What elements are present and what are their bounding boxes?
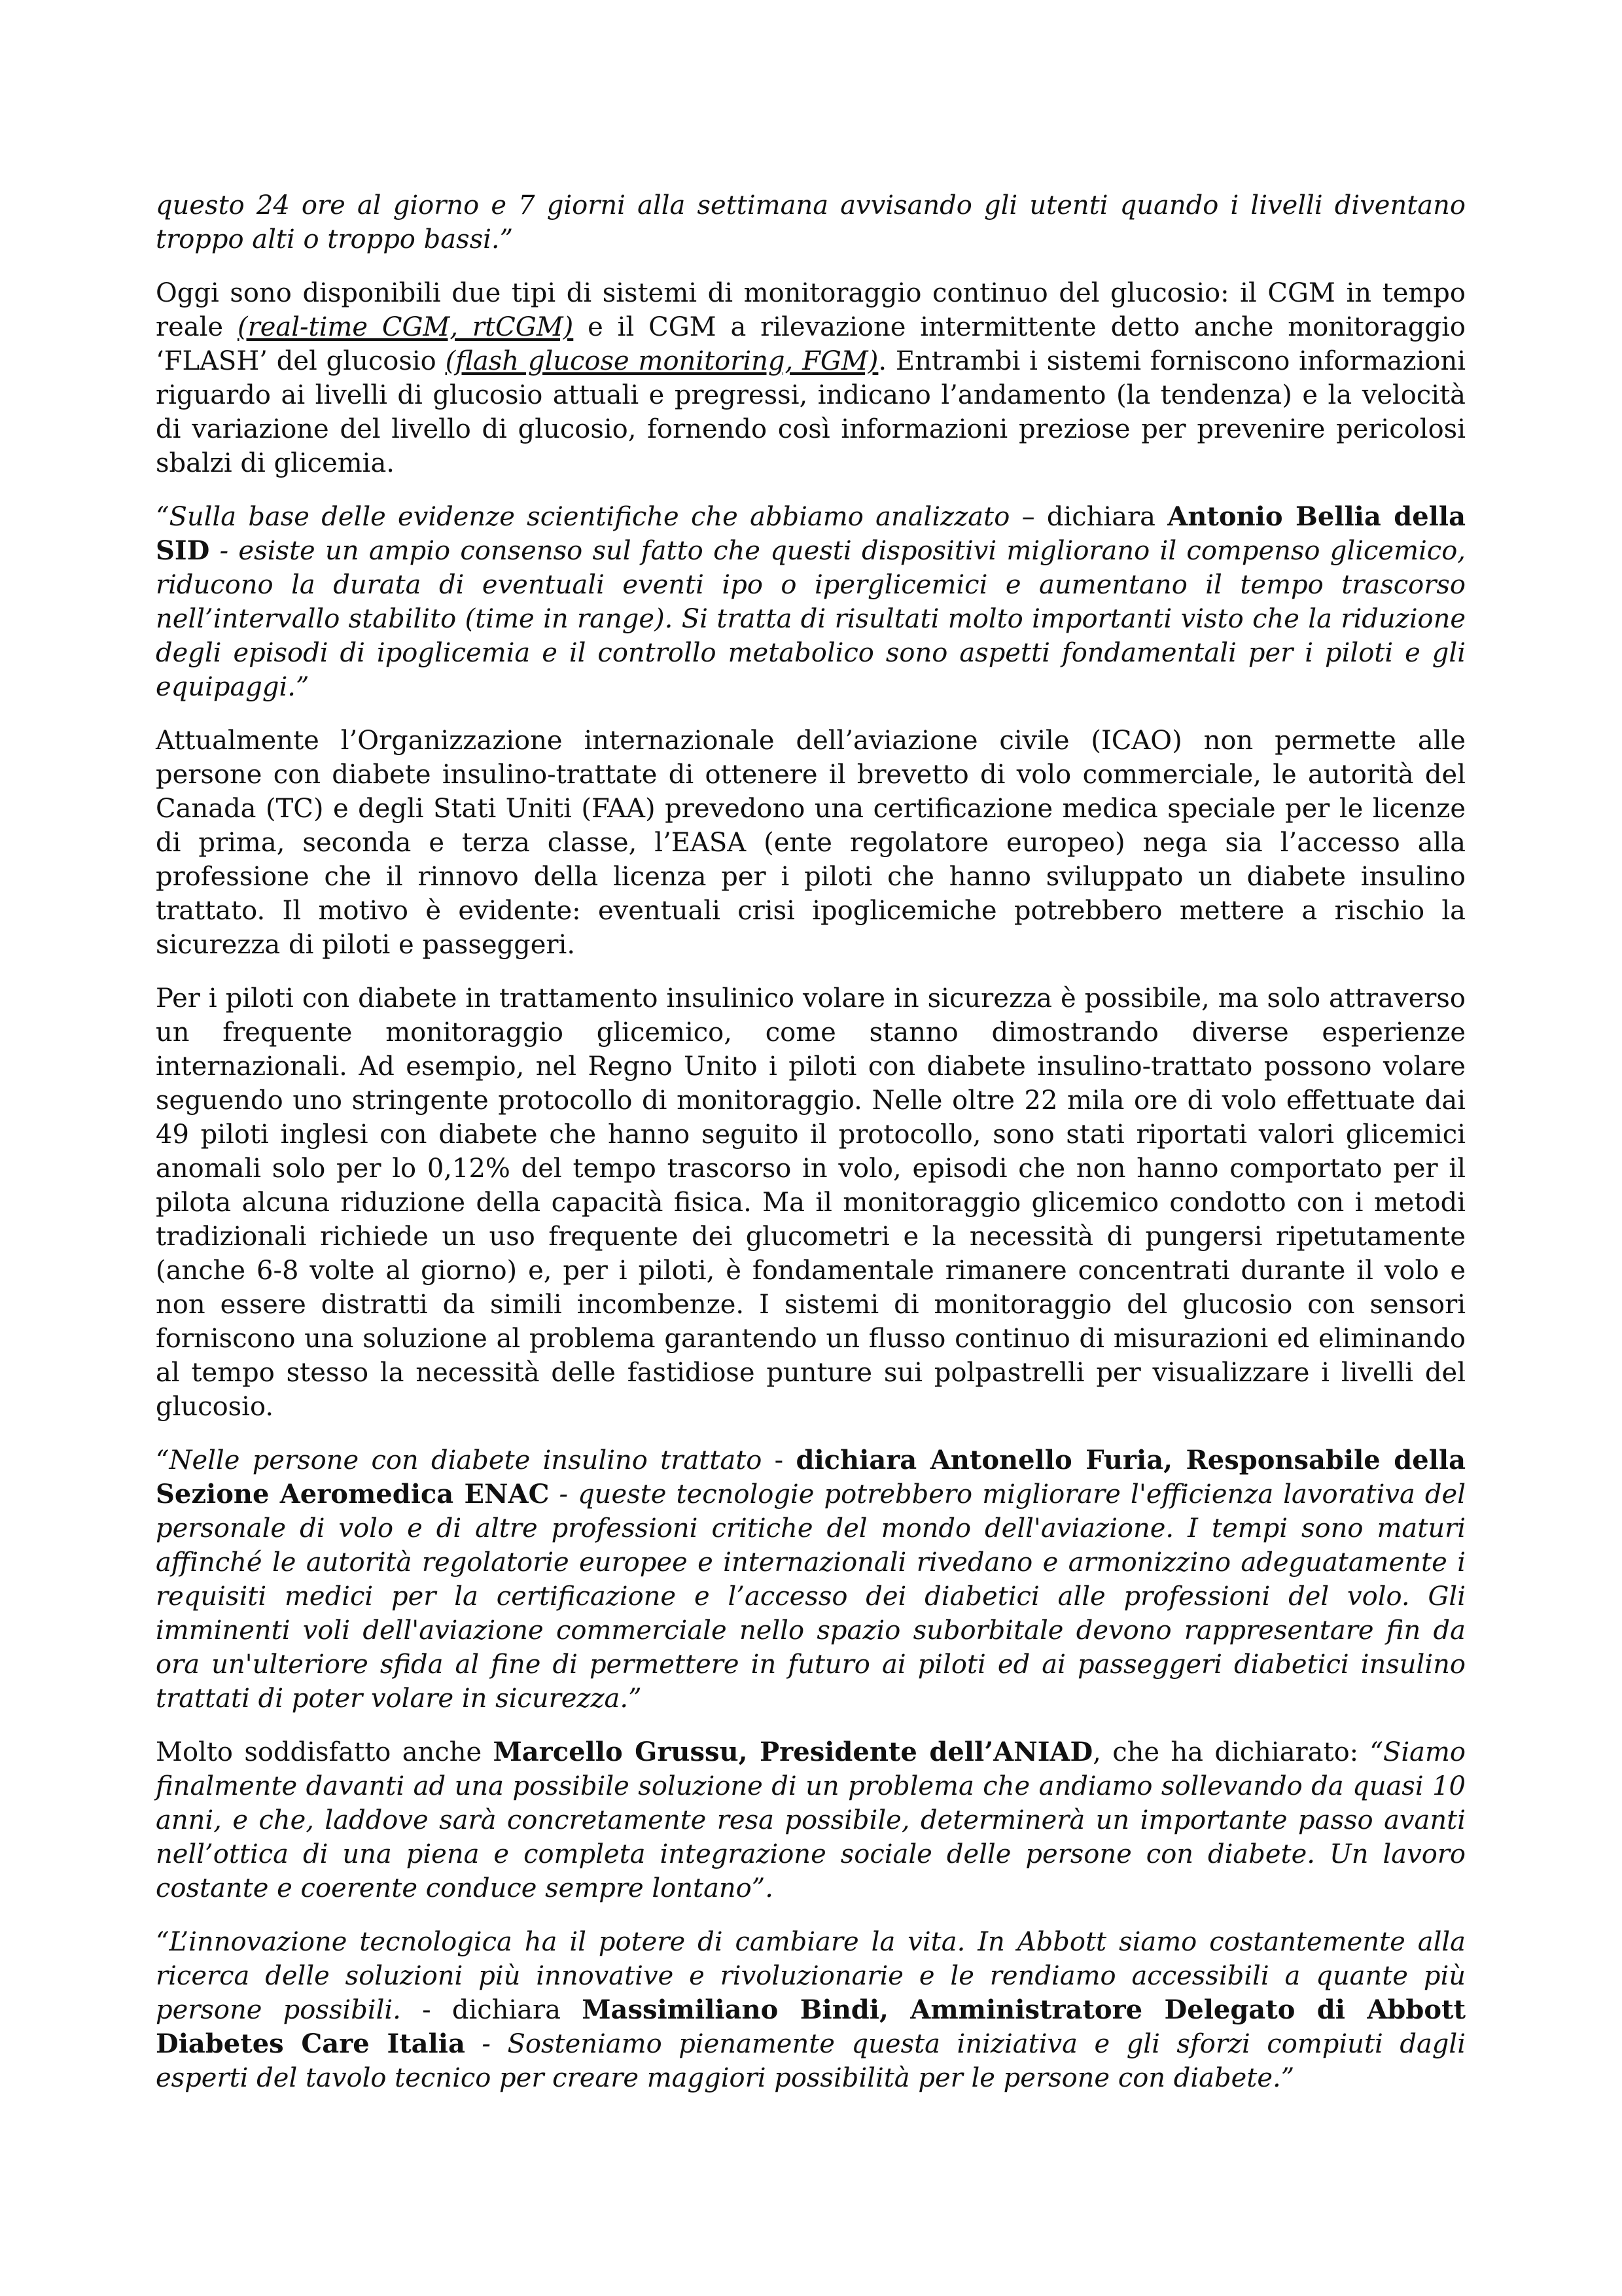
paragraph-uk-protocol (156, 981, 1466, 1424)
speaker-name: Massimiliano Bindi, Amministratore Delegato di Abbott Diabetes Care Italia (156, 1994, 1466, 2059)
rtcgm-term: (real-time CGM, rtCGM) (237, 312, 574, 342)
attribution-text: – dichiara (1010, 502, 1168, 532)
body-text: Molto soddisfatto anche (156, 1737, 493, 1767)
quote-text: “Nelle persone con diabete insulino trattato (156, 1445, 762, 1475)
quote-text: questo 24 ore al giorno e 7 giorni alla settimana avvisando gli utenti quando i livelli diventano troppo alti o troppo bassi.” (156, 190, 1466, 255)
attribution-text: - dichiara (400, 1995, 582, 2025)
body-text: . Entrambi i sistemi forniscono informazioni riguardo ai livelli di glucosio attuali e pregressi, indicano l’andamento (la tendenza) e la velocità di variazione del livello di glucosio, fornendo così informazioni preziose per prevenire pericolosi sbalzi di glicemia. (156, 346, 1466, 478)
attribution-text: - (762, 1445, 796, 1475)
body-text: e il CGM a rilevazione intermittente detto anche monitoraggio ‘FLASH’ del glucosio (156, 312, 1466, 376)
quote-text: - esiste un ampio consenso sul fatto che questi dispositivi migliorano il compenso glicemico, riducono la durata di eventuali eventi ipo o iperglicemici e aumentano il tempo trascorso nell’intervallo stabilito (time in range). Si tratta di risultati molto importanti visto che la riduzione degli episodi di ipoglicemia e il controllo metabolico sono aspetti fondamentali per i piloti e gli equipaggi.” (156, 536, 1466, 702)
paragraph-bindi-quote (156, 1925, 1466, 2095)
body-text: Per i piloti con diabete in trattamento insulinico volare in sicurezza è possibile, ma solo attraverso un frequente monitoraggio glicemico, come stanno dimostrando diverse esperienze internazionali. Ad esempio, nel Regno Unito i piloti con diabete insulino-trattato possono volare seguendo uno stringente protocollo di monitoraggio. Nelle oltre 22 mila ore di volo effettuate dai 49 piloti inglesi con diabete che hanno seguito il protocollo, sono stati riportati valori glicemici anomali solo per lo 0,12% del tempo trascorso in volo, episodi che non hanno comportato per il pilota alcuna riduzione della capacità fisica. Ma il monitoraggio glicemico condotto con i metodi tradizionali richiede un uso frequente dei glucometri e la necessità di pungersi ripetutamente (anche 6-8 volte al giorno) e, per i piloti, è fondamentale rimanere concentrati durante il volo e non essere distratti da simili incombenze. I sistemi di monitoraggio del glucosio con sensori forniscono una soluzione al problema garantendo un flusso continuo di misurazioni ed eliminando al tempo stesso la necessità delle fastidiose punture sui polpastrelli per visualizzare i livelli del glucosio. (156, 983, 1466, 1422)
paragraph-icao-regulations (156, 724, 1466, 962)
fgm-term: (flash glucose monitoring, FGM) (445, 346, 879, 376)
quote-text: - queste tecnologie potrebbero migliorare l'efficienza lavorativa del personale di volo e di altre professioni critiche del mondo dell'aviazione. I tempi sono maturi affinché le autorità regolatorie europee e internazionali rivedano e armonizzino adeguatamente i requisiti medici per la certificazione e l’accesso dei diabetici alle professioni del volo. Gli imminenti voli dell'aviazione commerciale nello spazio suborbitale devono rappresentare fin da ora un'ulteriore sfida al fine di permettere in futuro ai piloti ed ai passeggeri diabetici insulino trattati di poter volare in sicurezza.” (156, 1479, 1466, 1714)
body-text: Attualmente l’Organizzazione internazionale dell’aviazione civile (ICAO) non permette alle persone con diabete insulino-trattate di ottenere il brevetto di volo commerciale, le autorità del Canada (TC) e degli Stati Uniti (FAA) prevedono una certificazione medica speciale per le licenze di prima, seconda e terza classe, l’EASA (ente regolatore europeo) nega sia l’accesso alla professione che il rinnovo della licenza per i piloti che hanno sviluppato un diabete insulino trattato. Il motivo è evidente: eventuali crisi ipoglicemiche potrebbero mettere a rischio la sicurezza di piloti e passeggeri. (156, 726, 1466, 960)
quote-text: “L’innovazione tecnologica ha il potere di cambiare la vita. In Abbott siamo costantemente alla ricerca delle soluzioni più innovative e rivoluzionarie e le rendiamo accessibili a quante più persone possibili. (156, 1927, 1466, 2025)
paragraph-bellia-quote (156, 500, 1466, 704)
document-page (156, 188, 1466, 2115)
quote-text: “Sulla base delle evidenze scientifiche che abbiamo analizzato (156, 502, 1010, 532)
paragraph-cgm-systems (156, 276, 1466, 480)
speaker-name: Marcello Grussu, Presidente dell’ANIAD (493, 1737, 1093, 1767)
quote-text: “Siamo finalmente davanti ad una possibile soluzione di un problema che andiamo sollevando da quasi 10 anni, e che, laddove sarà concretamente resa possibile, determinerà un importante passo avanti nell’ottica di una piena e completa integrazione sociale delle persone con diabete. Un lavoro costante e coerente conduce sempre lontano”. (156, 1737, 1466, 1903)
speaker-name: Antonio Bellia della SID (156, 501, 1466, 566)
quote-text: - Sosteniamo pienamente questa iniziativa e gli sforzi compiuti dagli esperti del tavolo tecnico per creare maggiori possibilità per le persone con diabete.” (156, 2029, 1466, 2093)
body-text: Oggi sono disponibili due tipi di sistemi di monitoraggio continuo del glucosio: il CGM in tempo reale (156, 278, 1466, 342)
paragraph-quote-continuation (156, 188, 1466, 256)
paragraph-grussu-quote (156, 1735, 1466, 1905)
body-text: , che ha dichiarato: (1093, 1737, 1370, 1767)
paragraph-furia-quote (156, 1443, 1466, 1716)
speaker-name: dichiara Antonello Furia, Responsabile della Sezione Aeromedica ENAC (156, 1445, 1466, 1510)
